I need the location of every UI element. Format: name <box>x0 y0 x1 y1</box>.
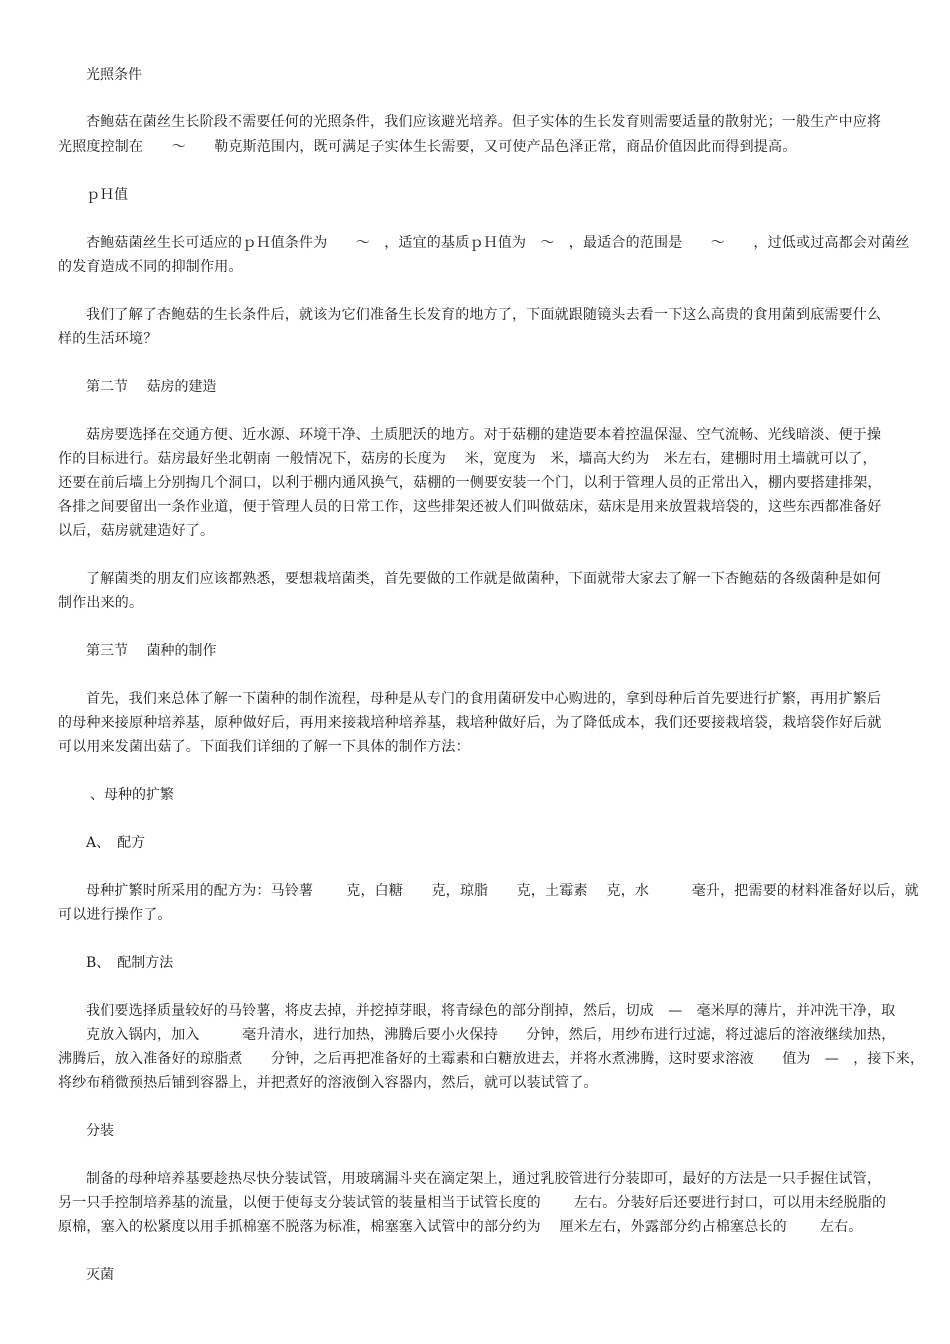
paragraph-line: 将纱布稍微预热后铺到容器上，并把煮好的溶液倒入容器内，然后，就可以装试管了。 <box>58 1075 598 1091</box>
paragraph-line: 样的生活环境？ <box>58 331 158 347</box>
paragraph-line: 沸腾后，放入准备好的琼脂煮 分钟，之后再把准备好的土霉素和白糖放进去，并将水煮沸腾，这时要求溶液 值为 — ，接下来， <box>58 1051 925 1067</box>
paragraph-line: 杏鲍菇在菌丝生长阶段不需要任何的光照条件，我们应该避光培养。但子实体的生长发育则需要适量的散射光；一般生产中应将 <box>86 114 882 130</box>
paragraph-line: 了解菌类的朋友们应该都熟悉，要想栽培菌类，首先要做的工作就是做菌种，下面就带大家去了解一下杏鲍菇的各级菌种是如何 <box>86 571 882 587</box>
paragraph-line: 各排之间要留出一条作业道，便于管理人员的日常工作，这些排架还被人们叫做菇床，菇床是用来放置栽培袋的，这些东西都准备好 <box>58 499 882 515</box>
paragraph-line: 作的目标进行。菇房最好坐北朝南 一般情况下，菇房的长度为 米，宽度为 米，墙高大约为 米左右，建棚时用土墙就可以了， <box>58 451 877 467</box>
light-condition-heading: 光照条件 <box>86 67 142 83</box>
paragraph-line: 原棉，塞入的松紧度以用手抓棉塞不脱落为标准，棉塞塞入试管中的部分约为 厘米左右，外露部分约占棉塞总长的 左右。 <box>58 1219 863 1235</box>
paragraph-line: 制作出来的。 <box>58 595 144 611</box>
mother-culture-heading: 、母种的扩繁 <box>90 787 174 803</box>
paragraph-line: 另一只手控制培养基的流量，以便于使每支分装试管的装量相当于试管长度的 左右。分装好后还要进行封口，可以用未经脱脂的 <box>58 1195 887 1211</box>
paragraph-line: 杏鲍菇菌丝生长可适应的ｐＨ值条件为 ～ ，适宜的基质ｐＨ值为 ～ ，最适合的范围是 ～ ，过低或过高都会对菌丝 <box>86 235 910 251</box>
paragraph-line: 首先，我们来总体了解一下菌种的制作流程，母种是从专门的食用菌研发中心购进的，拿到母种后首先要进行扩繁，再用扩繁后 <box>86 691 882 707</box>
paragraph-line: 我们了解了杏鲍菇的生长条件后，就该为它们准备生长发育的地方了，下面就跟随镜头去看一下这么高贵的食用菌到底需要什么 <box>86 307 882 323</box>
paragraph-line: 还要在前后墙上分别掏几个洞口，以利于棚内通风换气，菇棚的一侧要安装一个门，以利于管理人员的正常出入，棚内要搭建排架， <box>58 475 882 491</box>
paragraph-line: 母种扩繁时所采用的配方为：马铃薯 克，白糖 克，琼脂 克，土霉素 克，水 毫升，把需要的材料准备好以后，就 <box>86 883 919 899</box>
paragraph-line: 光照度控制在 ～ 勒克斯范围内，既可满足子实体生长需要，又可使产品色泽正常，商品价值因此而得到提高。 <box>58 139 797 155</box>
ph-value-heading: ｐＨ值 <box>86 187 128 203</box>
paragraph-line: 克放入锅内，加入 毫升清水，进行加热，沸腾后要小火保持 分钟，然后，用纱布进行过滤，将过滤后的溶液继续加热， <box>86 1027 896 1043</box>
sterilization-heading: 灭菌 <box>86 1267 114 1283</box>
section-two-heading: 第二节 菇房的建造 <box>86 379 217 395</box>
paragraph-line: 可以进行操作了。 <box>58 907 172 923</box>
paragraph-line: 菇房要选择在交通方便、近水源、环境干净、土质肥沃的地方。对于菇棚的建造要本着控温保湿、空气流畅、光线暗淡、便于操 <box>86 427 882 443</box>
preparation-heading: B、 配制方法 <box>86 955 174 971</box>
section-three-heading: 第三节 菌种的制作 <box>86 643 217 659</box>
paragraph-line: 的母种来接原种培养基，原种做好后，再用来接栽培种培养基，栽培种做好后，为了降低成本，我们还要接栽培袋，栽培袋作好后就 <box>58 715 882 731</box>
packing-heading: 分装 <box>86 1123 114 1139</box>
paragraph-line: 的发育造成不同的抑制作用。 <box>58 259 243 275</box>
paragraph-line: 我们要选择质量较好的马铃薯，将皮去掉，并挖掉芽眼，将青绿色的部分削掉，然后，切成 — 毫米厚的薄片，并冲洗干净，取 <box>86 1003 896 1019</box>
paragraph-line: 制备的母种培养基要趁热尽快分装试管，用玻璃漏斗夹在滴定架上，通过乳胶管进行分装即可，最好的方法是一只手握住试管， <box>86 1171 882 1187</box>
paragraph-line: 可以用来发菌出菇了。下面我们详细的了解一下具体的制作方法： <box>58 739 470 755</box>
formula-heading: A、 配方 <box>86 835 146 851</box>
paragraph-line: 以后，菇房就建造好了。 <box>58 523 215 539</box>
